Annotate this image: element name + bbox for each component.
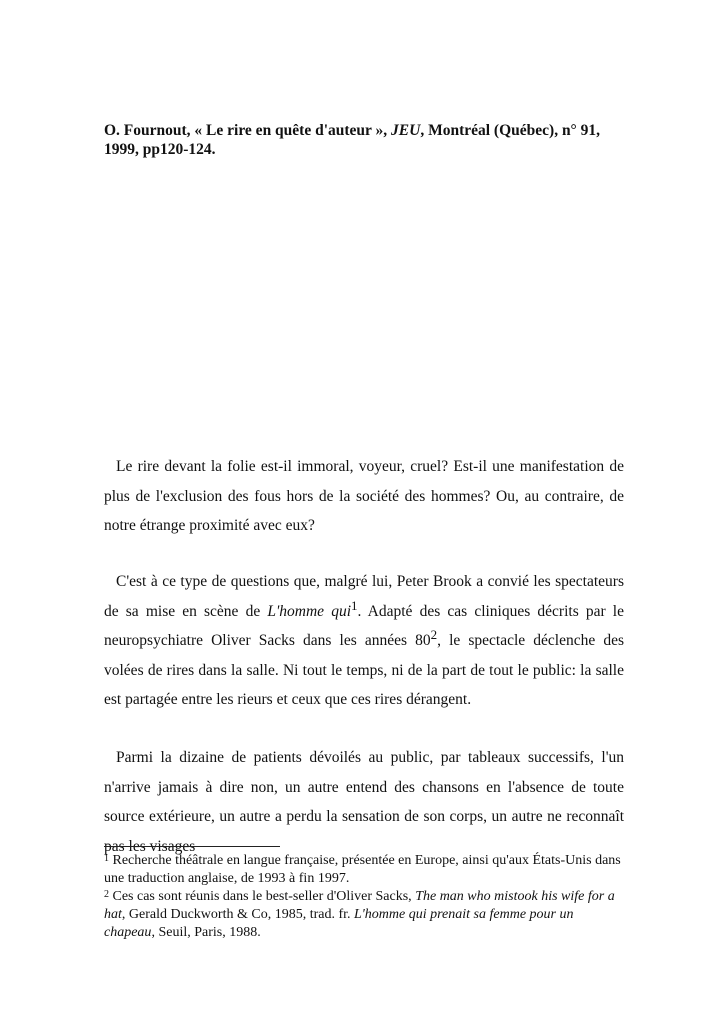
footnote-2-text-1: Ces cas sont réunis dans le best-seller d'Oliver Sacks,: [109, 889, 416, 904]
footnote-ref-2[interactable]: 2: [430, 627, 438, 642]
footnote-separator: [104, 846, 280, 847]
citation-journal: JEU: [391, 122, 421, 139]
paragraph-1: Le rire devant la folie est-il immoral, voyeur, cruel? Est-il une manifestation de plus de l'exclusion des fous hors de la société des hommes? Ou, au contraire, de notre étrange proximité avec eux?: [104, 458, 624, 534]
footnote-2: [104, 888, 624, 942]
footnote-ref-1[interactable]: 1: [351, 597, 358, 613]
footnote-2-text-3: , Seuil, Paris, 1988.: [151, 925, 261, 940]
citation-text-2: , Montréal (Québec), n° 91, 1999, pp120-124.: [104, 122, 601, 158]
paragraph-2: [104, 567, 624, 715]
paragraph-3: Parmi la dizaine de patients dévoilés au public, par tableaux successifs, l'un n'arrive jamais à dire non, un autre entend des chansons en l'absence de toute source extérieure, un autre a perdu la sensation de son corps, un autre ne reconnaît pas les visages: [104, 749, 624, 855]
paragraph-2-text-1: C'est à ce type de questions que, malgré lui, Peter Brook a convié les spectateurs de sa mise en scène de: [104, 573, 624, 620]
citation-header: [104, 121, 624, 159]
footnote-2-title-2: L'homme qui prenait sa femme pour un chapeau: [104, 907, 574, 940]
citation-text-1: O. Fournout, « Le rire en quête d'auteur »,: [104, 122, 392, 139]
footnote-2-title-1: The man who mistook his wife for a hat: [104, 889, 615, 922]
footnote-2-text-2: , Gerald Duckworth & Co, 1985, trad. fr.: [121, 907, 355, 922]
footnotes: [104, 852, 624, 942]
footnote-1-text: Recherche théâtrale en langue française, présentée en Europe, ainsi qu'aux États-Unis dans une traduction anglaise, de 1993 à fin 1997.: [104, 853, 621, 886]
footnote-2-mark: 2: [104, 889, 109, 900]
footnote-1-mark: 1: [104, 853, 109, 864]
paragraph-2-title: L'homme qui: [267, 602, 352, 620]
paragraph-2-text-2: . Adapté des cas cliniques décrits par le neuropsychiatre Oliver Sacks dans les années 80: [104, 602, 624, 649]
footnote-1: [104, 852, 624, 888]
paragraph-2-text-3: , le spectacle déclenche des volées de rires dans la salle. Ni tout le temps, ni de la part de tout le public: la salle est partagée entre les rieurs et ceux que ces rires dérangent.: [104, 632, 624, 708]
